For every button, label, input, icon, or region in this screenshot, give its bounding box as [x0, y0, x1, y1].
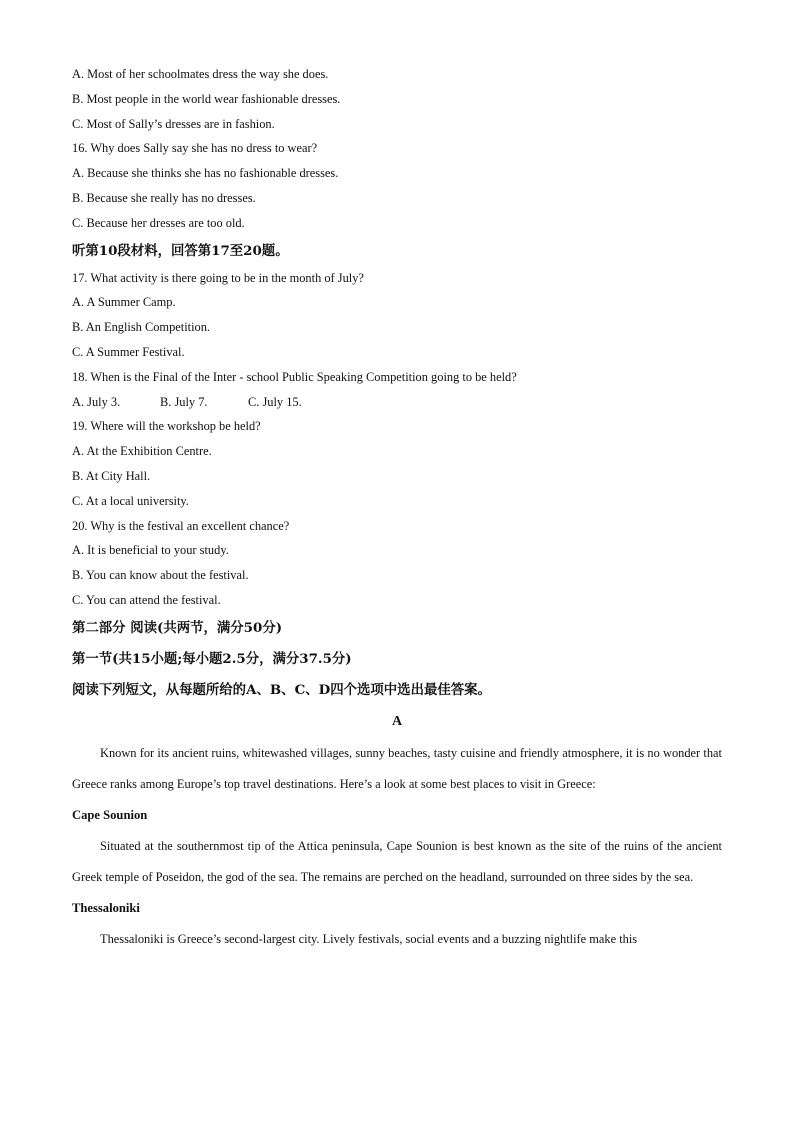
q19-option-c: C. At a local university.	[72, 493, 189, 508]
q20-question: 20. Why is the festival an excellent chance?	[72, 518, 290, 533]
q18-question: 18. When is the Final of the Inter - school Public Speaking Competition going to be held?	[72, 369, 517, 384]
heading-thessaloniki: Thessaloniki	[72, 900, 140, 915]
q17-option-c: C. A Summer Festival.	[72, 344, 185, 359]
q16-option-a: A. Because she thinks she has no fashionable dresses.	[72, 166, 339, 181]
part2-section1: 第一节(共15小题;每小题2.5分，满分37.5分)	[72, 650, 352, 667]
q20-option-a: A. It is beneficial to your study.	[72, 543, 229, 558]
q16-option-b: B. Because she really has no dresses.	[72, 190, 256, 205]
q17-option-b: B. An English Competition.	[72, 320, 211, 335]
passage-label: A	[391, 713, 403, 729]
passage-intro: Known for its ancient ruins, whitewashed villages, sunny beaches, tasty cuisine and friendly atmosphere, it is no wonder that Greece ranks among Europe’s top travel destinations. Here’s a look at some best places to visit in Greece:	[72, 745, 722, 791]
part2-instruction: 阅读下列短文，从每题所给的A、B、C、D四个选项中选出最佳答案。	[72, 681, 491, 698]
q19-option-a: A. At the Exhibition Centre.	[72, 444, 212, 459]
q17-option-a: A. A Summer Camp.	[72, 295, 176, 310]
heading-cape-sounion: Cape Sounion	[72, 807, 148, 822]
exam-page	[72, 62, 722, 955]
q18-option-b: B. July 7.	[160, 394, 208, 409]
q18-option-c: C. July 15.	[248, 394, 302, 409]
q15-option-a: A. Most of her schoolmates dress the way she does.	[72, 67, 329, 81]
paragraph-cape-sounion: Situated at the southernmost tip of the Attica peninsula, Cape Sounion is best known as the site of the ruins of the ancient Greek temple of Poseidon, the god of the sea. The remains are perched on the headland, surrounded on three sides by the sea.	[72, 838, 722, 884]
q19-question: 19. Where will the workshop be held?	[72, 419, 261, 434]
q16-option-c: C. Because her dresses are too old.	[72, 215, 245, 230]
q19-option-b: B. At City Hall.	[72, 468, 151, 483]
q16-question: 16. Why does Sally say she has no dress to wear?	[72, 141, 318, 156]
q20-option-b: B. You can know about the festival.	[72, 568, 249, 583]
q17-question: 17. What activity is there going to be in the month of July?	[72, 270, 364, 285]
q15-option-b: B. Most people in the world wear fashionable dresses.	[72, 91, 341, 106]
section-10-header: 听第10段材料，回答第17至20题。	[72, 242, 289, 259]
q15-option-c: C. Most of Sally’s dresses are in fashion.	[72, 116, 275, 131]
paragraph-thessaloniki: Thessaloniki is Greece’s second-largest city. Lively festivals, social events and a buzzing nightlife make this	[100, 931, 638, 946]
q18-options	[72, 390, 722, 415]
q20-option-c: C. You can attend the festival.	[72, 592, 221, 607]
q18-option-a: A. July 3.	[72, 394, 121, 409]
part2-title: 第二部分 阅读(共两节，满分50分)	[72, 619, 283, 636]
